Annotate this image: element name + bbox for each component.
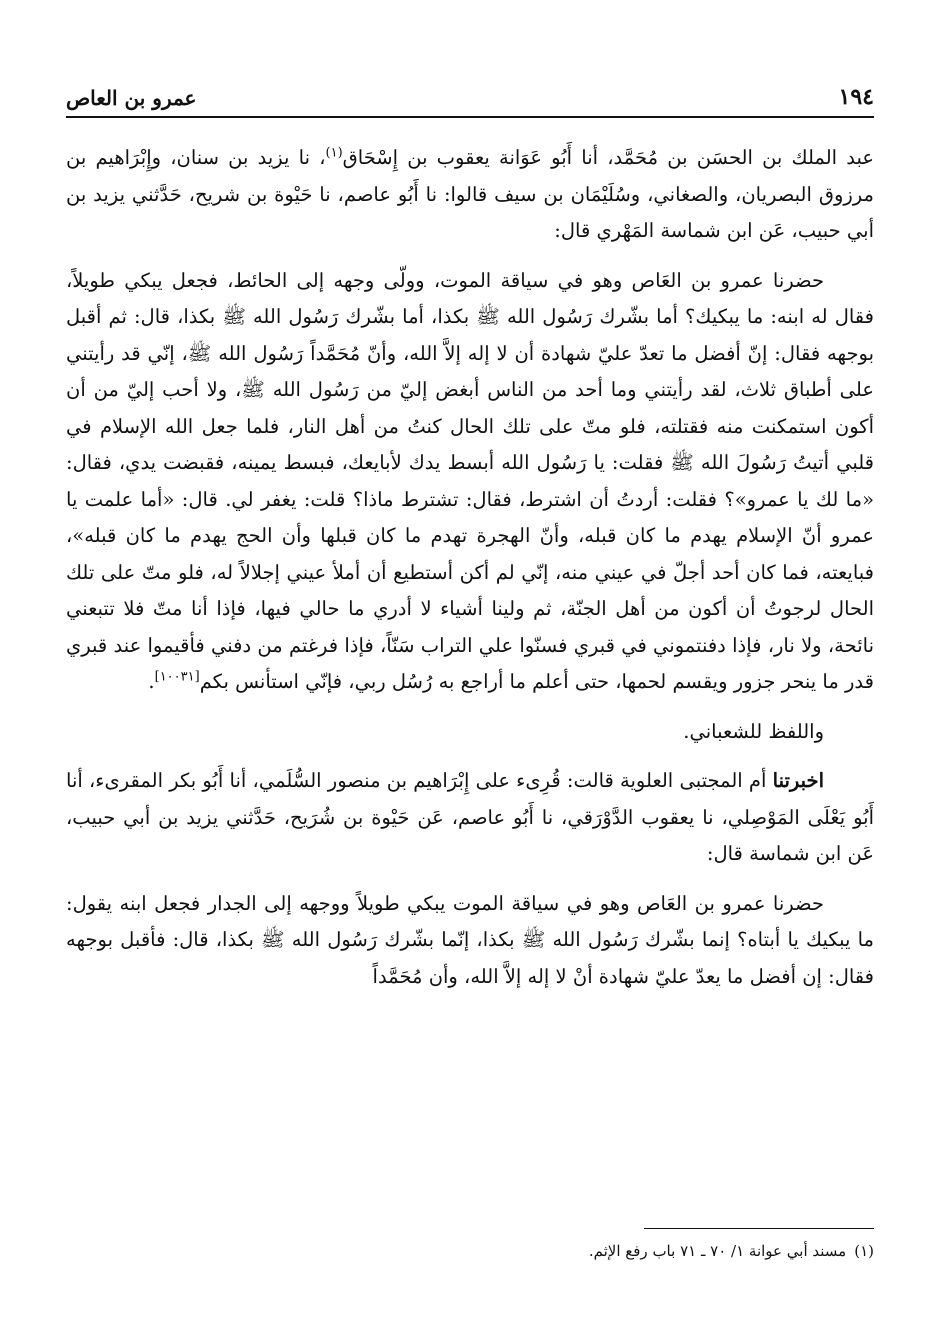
hadith-number-ref: [١٠٠٣١] bbox=[154, 669, 200, 685]
paragraph-text: عبد الملك بن الحسَن بن مُحَمَّد، أنا أَبُو عَوَانة يعقوب بن إِسْحَاق bbox=[342, 146, 874, 169]
paragraph-text: . bbox=[148, 670, 155, 693]
paragraph-text: أم المجتبى العلوية قالت: قُرِىء على إِبْرَاهيم بن منصور السُّلَمي، أنا أَبُو بكر المقرىء، أنا أَبُو يَعْلَى المَوْصِلي، نا يعقوب الدَّوْرَقي، نا أَبُو عاصم، عَن حَيْوة بن شُرَيح، حَدَّثني يزيد بن أبي حبيب، عَن ابن شماسة قال: bbox=[66, 769, 874, 865]
lead-word: اخبرتنا bbox=[772, 769, 824, 792]
running-head: عمرو بن العاص bbox=[66, 86, 197, 110]
footnote-number: (١) bbox=[854, 1242, 874, 1260]
paragraph-narration-1 bbox=[66, 263, 874, 701]
footnote-divider bbox=[644, 1228, 874, 1229]
footnote bbox=[66, 1238, 874, 1264]
paragraph-text: حضرنا عمرو بن العَاص وهو في سياقة الموت يبكي طويلاً ووجهه إلى الجدار فجعل ابنه يقول: ما يبكيك يا أبتاه؟ إنما بشّرك رَسُول الله ﷺ بكذا، إنّما بشّرك رَسُول الله ﷺ بكذا، قال: فأقبل بوجهه فقال: إن أفضل ما يعدّ عليّ شهادة أنْ لا إله إلاَّ الله، وأن مُحَمَّداً bbox=[66, 891, 874, 988]
footnote-ref: (١) bbox=[325, 145, 343, 161]
paragraph-text: حضرنا عمرو بن العَاص وهو في سياقة الموت، وولّى وجهه إلى الحائط، فجعل يبكي طويلاً، فقال له ابنه: ما يبكيك؟ أما بشّرك رَسُول الله ﷺ بكذا، أما بشّرك رَسُول الله ﷺ بكذا، قال: ثم أقبل بوجهه فقال: إنّ أفضل ما تعدّ عليّ شهادة أن لا إله إلاَّ الله، وأنّ مُحَمَّداً رَسُول الله ﷺ، إنّي قد رأيتني على أطباق ثلاث، لقد رأيتني وما أحد من الناس أبغض إليّ من رَسُول الله ﷺ، ولا أحب إليّ من أن أكون استمكنت منه فقتلته، فلو متّ على تلك الحال كنتُ من أهل النار، فلما جعل الله الإسلام في قلبي أتيتُ رَسُولَ الله ﷺ فقلت: يا رَسُول الله أبسط يدك لأبايعك، فبسط يمينه، فقبضت يدي، فقال: «ما لك يا عمرو»؟ فقلت: أردتُ أن اشترط، فقال: تشترط ماذا؟ قلت: يغفر لي. قال: «أما علمت يا عمرو أنّ الإسلام يهدم ما كان قبله، وأنّ الهجرة تهدم ما كان قبلها وأن الحج يهدم ما كان قبله»، فبايعته، فما كان أحد أجلّ في عيني منه، إنّي لم أكن أستطيع أن أملأ عيني إجلالاً له، فلو متّ على تلك الحال لرجوتُ أن أكون من أهل الجنّة، ثم ولينا أشياء لا أدري ما حالي فيها، فإذا أنا متّ فلا تتبعني نائحة، ولا نار، فإذا دفنتموني في قبري فسنّوا علي التراب سَنّاً، فإذا فرغتم من دفني فأقيموا عند قبري قدر ما ينحر جزور ويقسم لحمها، حتى أعلم ما أراجع به رُسُل ربي، فإنّي استأنس بكم bbox=[66, 268, 874, 693]
paragraph-isnad-1 bbox=[66, 140, 874, 250]
paragraph-narration-2 bbox=[66, 886, 874, 996]
paragraph-text: ، نا يزيد بن سنان، وإِبْرَاهيم بن مرزوق البصريان، والصغاني، وسُلَيْمَان بن سيف قالوا: نا أَبُو عاصم، نا حَيْوة بن شريح، حَدَّثني يزيد بن أبي حبيب، عَن ابن شماسة المَهْري قال: bbox=[66, 146, 874, 242]
paragraph-text: واللفظ للشعباني. bbox=[683, 719, 824, 743]
paragraph-isnad-2 bbox=[66, 763, 874, 873]
page-number: ١٩٤ bbox=[838, 84, 874, 110]
footnote-text: مسند أبي عوانة ١/ ٧٠ ـ ٧١ باب رفع الإثم. bbox=[588, 1242, 847, 1260]
page-header bbox=[66, 82, 874, 118]
paragraph-note bbox=[66, 714, 874, 751]
main-text bbox=[66, 140, 874, 1008]
